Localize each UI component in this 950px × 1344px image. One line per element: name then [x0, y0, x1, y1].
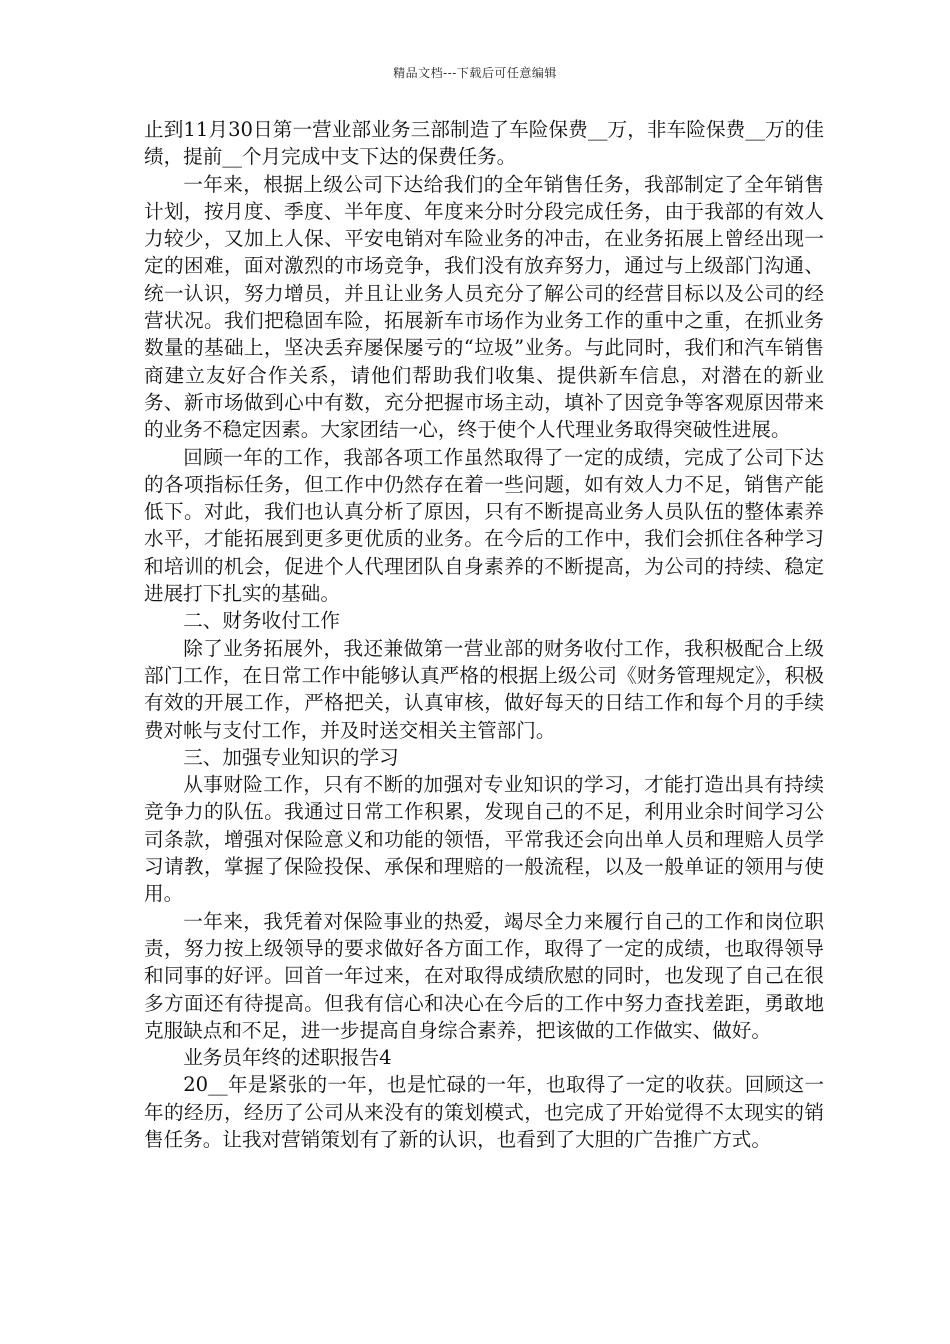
paragraph: 从事财险工作，只有不断的加强对专业知识的学习，才能打造出具有持续竞争力的队伍。我通过日常工作积累，发现自己的不足，利用业余时间学习公司条款，增强对保险意义和功能的领悟，平常我还会向出单人员和理赔人员学习请教，掌握了保险投保、承保和理赔的一般流程，以及一般单证的领用与使用。 — [144, 773, 824, 906]
paragraph: 回顾一年的工作，我部各项工作虽然取得了一定的成绩，完成了公司下达的各项指标任务，但工作中仍然存在着一些问题，如有效人力不足，销售产能低下。对此，我们也认真分析了原因，只有不断提高业务人员队伍的整体素养水平，才能拓展到更多更优质的业务。在今后的工作中，我们会抓住各种学习和培训的机会，促进个人代理团队自身素养的不断提高，为公司的持续、稳定进展打下扎实的基础。 — [144, 445, 824, 606]
paragraph: 20__年是紧张的一年，也是忙碌的一年，也取得了一定的收获。回顾这一年的经历，经历了公司从来没有的策划模式，也完成了开始觉得不太现实的销售任务。让我对营销策划有了新的认识，也看到了大胆的广告推广方式。 — [144, 1073, 824, 1151]
paragraph: 一年来，根据上级公司下达给我们的全年销售任务，我部制定了全年销售计划，按月度、季度、半年度、年度来分时分段完成任务，由于我部的有效人力较少，又加上人保、平安电销对车险业务的冲击，在业务拓展上曾经出现一定的困难，面对激烈的市场竞争，我们没有放弃努力，通过与上级部门沟通、统一认识，努力增员，并且让业务人员充分了解公司的经营目标以及公司的经营状况。我们把稳固车险，拓展新车市场作为业务工作的重中之重，在抓业务数量的基础上，坚决丢弃屡保屡亏的“垃圾”业务。与此同时，我们和汽车销售商建立友好合作关系，请他们帮助我们收集、提供新车信息，对潜在的新业务、新市场做到心中有数，充分把握市场主动，填补了因竞争等客观原因带来的业务不稳定因素。大家团结一心，终于使个人代理业务取得突破性进展。 — [144, 172, 824, 442]
paragraph: 一年来，我凭着对保险事业的热爱，竭尽全力来履行自己的工作和岗位职责，努力按上级领导的要求做好各方面工作，取得了一定的成绩，也取得领导和同事的好评。回首一年过来，在对取得成绩欣慰的同时，也发现了自己在很多方面还有待提高。但我有信心和决心在今后的工作中努力查找差距，勇敢地克服缺点和不足，进一步提高自身综合素养，把该做的工作做实、做好。 — [144, 909, 824, 1042]
document-body — [144, 116, 824, 1153]
page-header: 精品文档---下载后可任意编辑 — [393, 66, 557, 80]
section-heading: 二、财务收付工作 — [183, 609, 340, 633]
section-heading: 三、加强专业知识的学习 — [183, 745, 399, 769]
paragraph: 除了业务拓展外，我还兼做第一营业部的财务收付工作，我积极配合上级部门工作，在日常工作中能够认真严格的根据上级公司《财务管理规定》，积极有效的开展工作，严格把关，认真审核，做好每天的日结工作和每个月的手续费对帐与支付工作，并及时送交相关主管部门。 — [144, 636, 824, 742]
paragraph: 止到11月30日第一营业部业务三部制造了车险保费__万，非车险保费__万的佳绩，提前__个月完成中支下达的保费任务。 — [144, 118, 824, 169]
report-title: 业务员年终的述职报告4 — [183, 1046, 392, 1070]
